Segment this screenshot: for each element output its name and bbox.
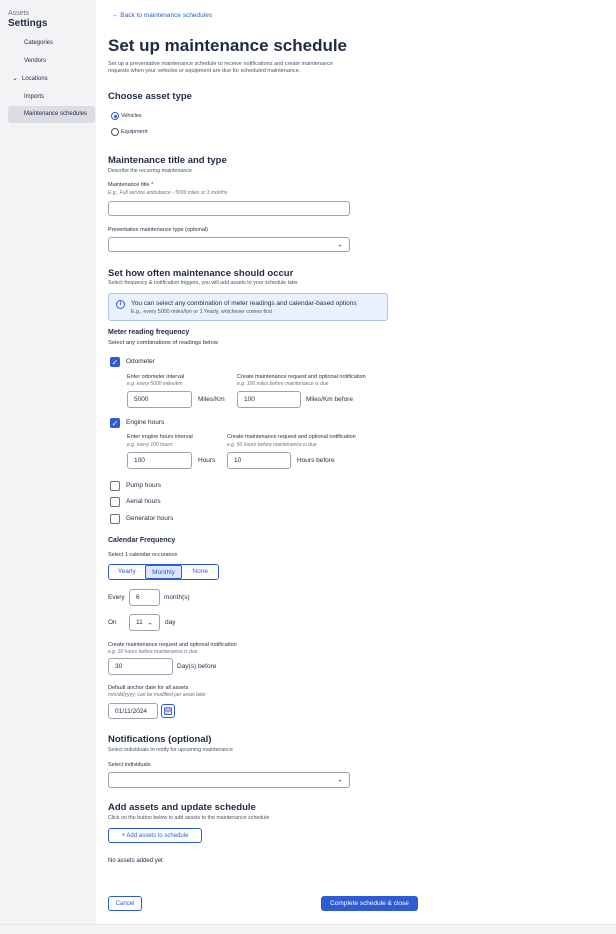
asset-type-heading: Choose asset type (108, 91, 192, 102)
anchor-date-hint: mm/dd/yyyy; can be modified per asset later (108, 692, 206, 698)
sidebar-item-categories[interactable] (8, 35, 95, 51)
sidebar-item-label: Maintenance schedules (24, 111, 88, 117)
sidebar-item-label: Locations (22, 76, 48, 82)
calendar-icon[interactable] (161, 704, 175, 718)
description-line: Set up a preventative maintenance schedule to receive notifications and create maintenance (108, 61, 334, 67)
selected-value: 11 (136, 619, 143, 626)
radio-vehicles[interactable] (111, 112, 119, 120)
sidebar-item-imports[interactable] (8, 89, 95, 105)
frequency-subtitle: Select frequency & notification triggers, you will add assets to your schedule later (108, 280, 298, 286)
engine-hours-checkbox[interactable]: ✓ (111, 419, 119, 428)
anchor-date-label: Default anchor date for all assets (108, 685, 189, 691)
maintenance-title-hint: E.g., Full service ambulance - 5000 miles or 3 months (108, 190, 228, 196)
calendar-notify-label: Create maintenance request and optional notification (108, 642, 237, 648)
day-select[interactable] (129, 614, 160, 631)
sidebar-item-maintenance-schedules[interactable] (8, 106, 95, 123)
sidebar-item-label: Imports (24, 94, 45, 100)
back-link[interactable]: ← Back to maintenance schedules (112, 12, 213, 19)
on-label: On (108, 619, 117, 626)
maintenance-title-label: Maintenance title * (108, 182, 154, 188)
cancel-button[interactable]: Cancel (108, 896, 142, 911)
odometer-notify-unit: Miles/Km before (306, 396, 353, 403)
add-assets-button[interactable]: + Add assets to schedule (108, 828, 202, 843)
aerial-hours-label: Aerial hours (126, 498, 161, 505)
odometer-checkbox[interactable]: ✓ (111, 358, 119, 367)
every-unit: month(s) (164, 594, 190, 601)
pump-hours-checkbox[interactable] (110, 481, 120, 491)
pump-hours-label: Pump hours (126, 482, 162, 489)
on-unit: day (165, 619, 176, 626)
engine-interval-label: Enter engine hours interval (127, 434, 193, 440)
info-subtitle: E.g., every 5000 miles/km or 1 Yearly, whichever comes first (131, 309, 272, 315)
segment-yearly[interactable]: Yearly (117, 568, 136, 575)
calendar-heading: Calendar Frequency (108, 537, 176, 544)
title-type-heading: Maintenance title and type (108, 155, 227, 166)
radio-label: Vehicles (121, 113, 142, 119)
radio-equipment[interactable] (111, 128, 119, 136)
engine-hours-label: Engine hours (126, 419, 165, 426)
chevron-down-icon: ⌄ (337, 241, 343, 249)
bottom-bar (0, 924, 616, 934)
segment-monthly[interactable]: Monthly (145, 565, 183, 579)
sidebar (0, 0, 96, 924)
info-banner (108, 293, 388, 321)
odometer-interval-hint: e.g. every 5000 miles/km (127, 381, 183, 387)
generator-hours-checkbox[interactable] (110, 514, 120, 524)
select-individuals-label: Select individuals (108, 762, 151, 768)
odometer-notify-label: Create maintenance request and optional notification (237, 374, 366, 380)
meter-subtitle: Select any combinations of readings below (108, 340, 218, 346)
engine-notify-label: Create maintenance request and optional notification (227, 434, 356, 440)
odometer-interval-input[interactable]: 5000 (127, 391, 192, 408)
info-title: You can select any combination of meter readings and calendar-based options (131, 300, 357, 307)
sidebar-item-vendors[interactable] (8, 53, 95, 69)
engine-interval-unit: Hours (198, 457, 216, 464)
sidebar-title: Settings (8, 18, 48, 29)
engine-notify-input[interactable]: 10 (227, 452, 291, 469)
maintenance-type-label: Preventative maintenance type (optional) (108, 227, 208, 233)
radio-label: Equipment (121, 129, 148, 135)
odometer-notify-input[interactable]: 100 (237, 391, 301, 408)
page-description (108, 61, 408, 75)
maintenance-type-select[interactable] (108, 237, 350, 252)
sidebar-item-label: Vendors (24, 58, 47, 64)
sidebar-item-label: Categories (24, 40, 54, 46)
calendar-segmented-control (108, 564, 219, 580)
generator-hours-label: Generator hours (126, 515, 174, 522)
assets-heading: Add assets and update schedule (108, 802, 256, 813)
anchor-date-input[interactable]: 01/11/2024 (108, 703, 158, 719)
engine-interval-input[interactable]: 100 (127, 452, 192, 469)
title-type-subtitle: Describe the recurring maintenance (108, 168, 192, 174)
every-input[interactable]: 6 (129, 589, 160, 606)
notifications-heading: Notifications (optional) (108, 734, 212, 745)
select-individuals-dropdown[interactable] (108, 772, 350, 788)
description-line: requests when your vehicles or equipment are due for scheduled maintenance. (108, 68, 301, 74)
calendar-notify-unit: Day(s) before (177, 663, 217, 670)
calendar-notify-hint: e.g. 50 hours before maintenance is due (108, 649, 198, 655)
engine-notify-hint: e.g. 50 hours before maintenance is due (227, 442, 317, 448)
notifications-subtitle: Select individuals to notify for upcoming maintenance (108, 747, 233, 753)
assets-subtitle: Click on the button below to add assets to the maintenance schedule (108, 815, 270, 821)
sidebar-item-locations[interactable] (8, 71, 95, 87)
info-icon: i (116, 300, 125, 309)
complete-schedule-button[interactable]: Complete schedule & close (321, 896, 418, 911)
aerial-hours-checkbox[interactable] (110, 497, 120, 507)
odometer-label: Odometer (126, 358, 155, 365)
chevron-down-icon[interactable]: ⌄ (12, 75, 18, 82)
maintenance-title-input[interactable] (108, 201, 350, 216)
page-title: Set up maintenance schedule (108, 36, 348, 55)
frequency-heading: Set how often maintenance should occur (108, 268, 294, 279)
meter-heading: Meter reading frequency (108, 329, 190, 336)
engine-interval-hint: e.g. every 100 hours (127, 442, 173, 448)
chevron-down-icon: ⌄ (147, 619, 153, 627)
every-label: Every (108, 594, 125, 601)
calendar-notify-input[interactable]: 30 (108, 658, 173, 675)
chevron-down-icon: ⌄ (337, 776, 343, 784)
engine-notify-unit: Hours before (297, 457, 335, 464)
odometer-interval-label: Enter odometer interval (127, 374, 185, 380)
segment-none[interactable]: None (192, 568, 208, 575)
odometer-interval-unit: Miles/Km (198, 396, 225, 403)
breadcrumb[interactable]: Assets (8, 10, 30, 17)
no-assets-text: No assets added yet (108, 858, 163, 864)
calendar-select-label: Select 1 calendar occurance (108, 552, 178, 558)
odometer-notify-hint: e.g. 100 miles before maintenance is due (237, 381, 329, 387)
